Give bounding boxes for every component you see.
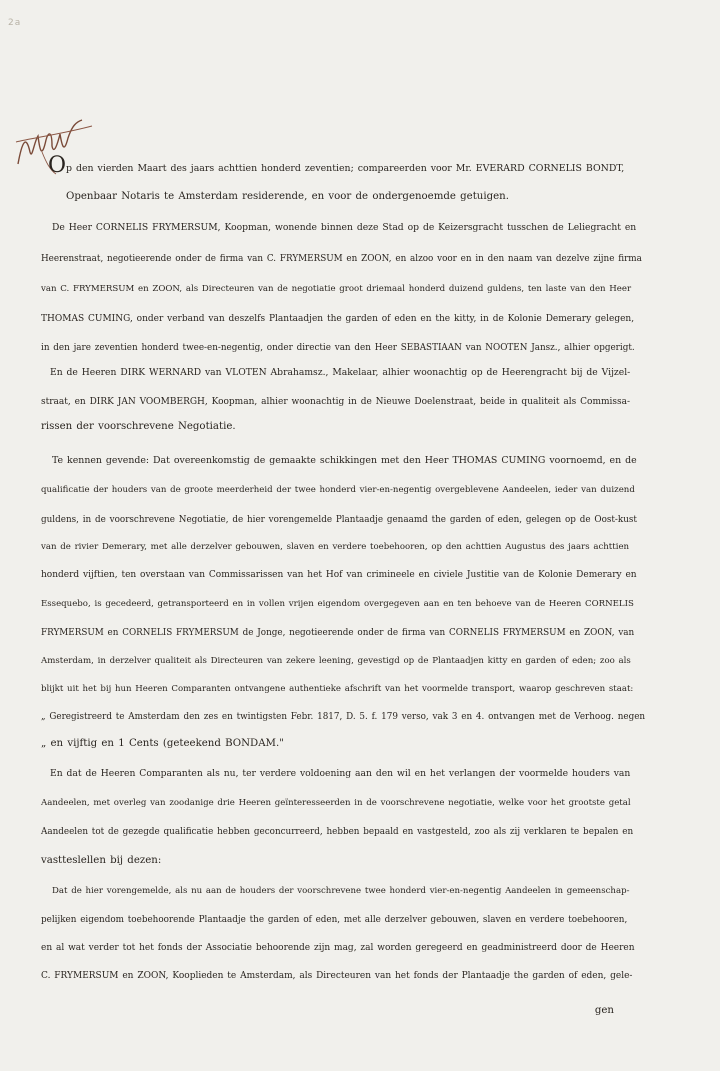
text-line: in den jare zeventien honderd twee-en-negentig, onder directie van den Heer SEBASTIAAN van NOOTEN Jansz., alhier opgerigt. xyxy=(41,343,635,353)
pencil-mark: 2a xyxy=(8,18,22,28)
text-line: En dat de Heeren Comparanten als nu, ter verdere voldoening aan den wil en het verlangen der voormelde houders van xyxy=(50,768,631,779)
text-line: Aandeelen, met overleg van zoodanige drie Heeren geïnteresseerden in de voorschrevene negotiatie, welke voor het grootste getal xyxy=(41,798,631,808)
text-line: De Heer CORNELIS FRYMERSUM, Koopman, wonende binnen deze Stad op de Keizersgracht tusschen de Leliegracht en xyxy=(52,222,637,233)
text-line: straat, en DIRK JAN VOOMBERGH, Koopman, alhier woonachtig in de Nieuwe Doelenstraat, beide in qualiteit als Commissa- xyxy=(41,397,631,407)
text-line: van C. FRYMERSUM en ZOON, als Directeuren van de negotiatie groot driemaal honderd duizend guldens, ten laste van den Heer xyxy=(41,284,632,294)
text-line: „ Geregistreerd te Amsterdam den zes en twintigsten Febr. 1817, D. 5. f. 179 verso, vak 3 en 4. ontvangen met de Verhoog. negen xyxy=(41,712,646,722)
text-line: FRYMERSUM en CORNELIS FRYMERSUM de Jonge, negotieerende onder de firma van CORNELIS FRYMERSUM en ZOON, van xyxy=(41,628,635,638)
text-line: vastteslellen bij dezen: xyxy=(41,855,162,866)
text-line: blijkt uit het bij hun Heeren Comparanten ontvangene authentieke afschrift van het voormelde transport, waarop geschreven staat: xyxy=(41,684,634,694)
text-line: Essequebo, is gecedeerd, getransporteerd en in vollen vrijen eigendom overgegeven aan en ten behoeve van de Heeren CORNELIS xyxy=(41,599,634,609)
catchword: gen xyxy=(594,1005,614,1016)
text-line: pelijken eigendom toebehoorende Plantaadje the garden of eden, met alle derzelver gebouwen, slaven en verdere toebehooren, xyxy=(41,915,628,925)
text-line: THOMAS CUMING, onder verband van deszelfs Plantaadjen the garden of eden en the kitty, in de Kolonie Demerary gelegen, xyxy=(41,314,635,324)
text-line: C. FRYMERSUM en ZOON, Kooplieden te Amsterdam, als Directeuren van het fonds der Plantaadje the garden of eden, gele- xyxy=(41,971,633,981)
text-line: qualificatie der houders van de groote meerderheid der twee honderd vier-en-negentig overgeblevene Aandeelen, ieder van duizend xyxy=(41,485,635,495)
text-line: Te kennen gevende: Dat overeenkomstig de gemaakte schikkingen met den Heer THOMAS CUMING voornoemd, en de xyxy=(52,455,637,466)
text-line: Amsterdam, in derzelver qualiteit als Directeuren van zekere leening, gevestigd op de Plantaadjen kitty en garden of eden; zoo als xyxy=(41,656,631,666)
text-line: p den vierden Maart des jaars achttien honderd zeventien; compareerden voor Mr. EVERARD CORNELIS BONDT, xyxy=(66,163,625,174)
text-line: en al wat verder tot het fonds der Associatie behoorende zijn mag, zal worden geregeerd en geadministreerd door de Heeren xyxy=(41,943,635,953)
text-line: Aandeelen tot de gezegde qualificatie hebben geconcurreerd, hebben bepaald en vastgesteld, zoo als zij verklaren te bepalen en xyxy=(41,827,634,837)
text-line: guldens, in de voorschrevene Negotiatie, de hier vorengemelde Plantaadje genaamd the garden of eden, gelegen op de Oost-kust xyxy=(41,515,637,525)
text-line: „ en vijftig en 1 Cents (geteekend BONDAM." xyxy=(41,738,284,749)
text-line: Openbaar Notaris te Amsterdam residerende, en voor de ondergenoemde getuigen. xyxy=(66,191,509,202)
text-line: honderd vijftien, ten overstaan van Commissarissen van het Hof van crimineele en civiele Justitie van de Kolonie Demerary en xyxy=(41,570,637,580)
text-line: Heerenstraat, negotieerende onder de firma van C. FRYMERSUM en ZOON, en alzoo voor en in den naam van dezelve zijne firma xyxy=(41,254,642,264)
opening-initial: O xyxy=(48,153,67,178)
text-line: Dat de hier vorengemelde, als nu aan de houders der voorschrevene twee honderd vier-en-negentig Aandeelen in gemeenschap- xyxy=(52,886,630,896)
text-line: rissen der voorschrevene Negotiatie. xyxy=(41,421,236,432)
text-line: En de Heeren DIRK WERNARD van VLOTEN Abrahamsz., Makelaar, alhier woonachtig op de Heerengracht bij de Vijzel- xyxy=(50,367,631,378)
text-line: van de rivier Demerary, met alle derzelver gebouwen, slaven en verdere toebehooren, op den achttien Augustus des jaars achttien xyxy=(41,542,630,552)
